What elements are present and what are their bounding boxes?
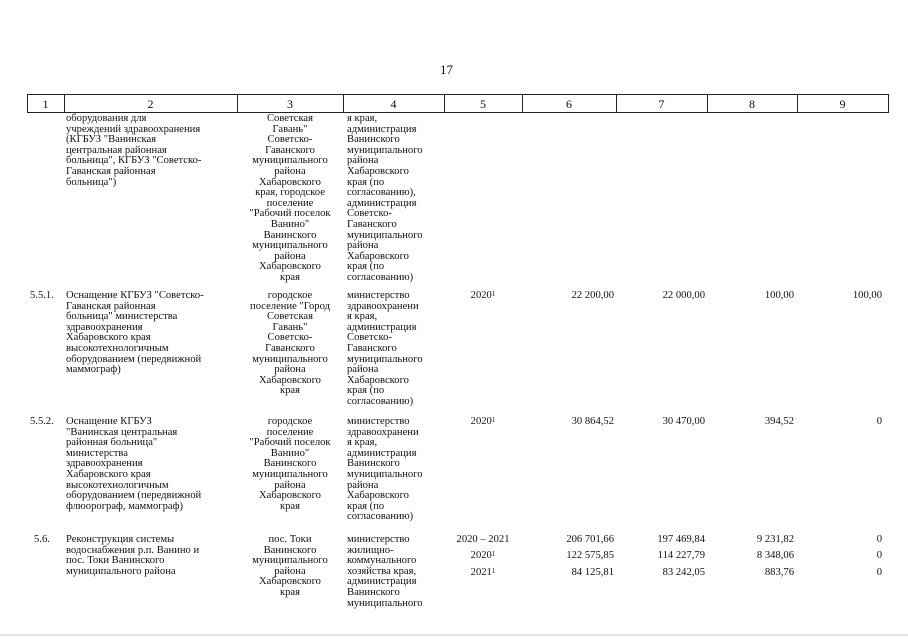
header-col-7: 7 [658,97,665,111]
page-bottom-edge [0,634,908,636]
row2-id: 5.5.2. [30,416,54,427]
row3-name: Реконструкция системы водоснабжения р.п. Ванино и пос. Токи Ванинского муниципального района [66,534,200,577]
header-col-2: 2 [147,97,154,111]
row3-sub2-years-value: 2021 [470,567,492,578]
row1-id: 5.5.1. [30,290,54,301]
row3-sub1-years [444,551,522,562]
row1-total: 22 200,00 [571,290,614,301]
row3-sub1-col9: 0 [876,550,882,561]
row3-sub1-years-value: 2020 [470,550,492,561]
row3-sub1-footnote: 1 [491,550,496,558]
row2-col9: 0 [876,416,882,427]
row2-years-value: 2020 [470,416,492,427]
row3-sub2-col8: 883,76 [764,567,794,578]
row3-sub1-col7: 114 227,79 [657,550,705,561]
row1-col9: 100,00 [852,290,882,301]
row3-sub0-years-value: 2020 – 2021 [456,534,510,545]
row1-name: Оснащение КГБУЗ "Советско- Гаванская районная больница" министерства здравоохранения Хабаровского края высокотехнологичным оборудованием (передвижной маммограф) [66,290,204,376]
row3-sub1-total: 122 575,85 [566,550,614,561]
page-number: 17 [440,62,453,77]
row3-sub0-col8: 9 231,82 [756,534,794,545]
row3-sub0-col9: 0 [876,534,882,545]
row3-sub2-footnote: 1 [491,567,496,575]
row1-location: городское поселение "Город Советская Гавань" Советско- Гаванского муниципального района Хабаровского края [250,290,330,397]
header-col-6: 6 [566,97,572,111]
row2-year-footnote: 1 [491,416,496,424]
row3-sub0-years [444,535,522,546]
row1-col7: 22 000,00 [662,290,705,301]
row2-col7: 30 470,00 [662,416,705,427]
row3-sub2-col9: 0 [876,567,882,578]
header-col-8: 8 [749,97,755,111]
row3-executor: министерство жилищно- коммунального хозяйства края, администрация Ванинского муниципального [347,534,423,609]
row2-years [444,417,522,428]
header-col-1: 1 [42,97,49,111]
table-border-top [27,94,889,95]
row1-executor: министерство здравоохранени я края, администрация Советско- Гаванского муниципального района Хабаровского края (по согласованию) [347,290,423,407]
row3-sub2-col7: 83 242,05 [662,567,705,578]
row3-sub2-years [444,568,522,579]
row2-name: Оснащение КГБУЗ "Ванинская центральная районная больница" министерства здравоохранения Хабаровского края высокотехнологичным оборудованием (передвижной флюорограф, маммограф) [66,416,202,512]
row0-location: Советская Гавань" Советско- Гаванского муниципального района Хабаровского края, городское поселение "Рабочий поселок Ванино" Ванинского муниципального района Хабаровского края [249,113,331,283]
row1-year-footnote: 1 [491,290,496,298]
header-col-4: 4 [390,97,397,111]
row2-executor: министерство здравоохранени я края, администрация Ванинского муниципального района Хабаровского края (по согласованию) [347,416,423,523]
header-border-bottom [27,112,889,113]
row3-location: пос. Токи Ванинского муниципального района Хабаровского края [252,534,328,598]
row3-sub1-col8: 8 348,06 [756,550,794,561]
header-col-3: 3 [287,97,293,111]
row1-years [444,291,522,302]
row0-executor: я края, администрация Ванинского муниципального района Хабаровского края (по согласованию), администрация Советско- Гаванского муниципального района Хабаровского края (по согласованию) [347,113,423,283]
row2-total: 30 864,52 [571,416,614,427]
row1-col8: 100,00 [764,290,794,301]
row3-sub0-col7: 197 469,84 [657,534,705,545]
row0-name: оборудования для учреждений здравоохранения (КГБУЗ "Ванинская центральная районная больница", КГБУЗ "Советско- Гаванская районная больница") [66,113,202,188]
header-col-5: 5 [480,97,486,111]
header-col-9: 9 [839,97,846,111]
row3-sub2-total: 84 125,81 [571,567,614,578]
row2-col8: 394,52 [764,416,794,427]
row3-id: 5.6. [34,534,50,545]
row3-sub0-total: 206 701,66 [566,534,614,545]
row1-years-value: 2020 [470,290,492,301]
row2-location: городское поселение "Рабочий поселок Ванино" Ванинского муниципального района Хабаровского края [249,416,331,512]
col-divider-9 [888,94,889,112]
